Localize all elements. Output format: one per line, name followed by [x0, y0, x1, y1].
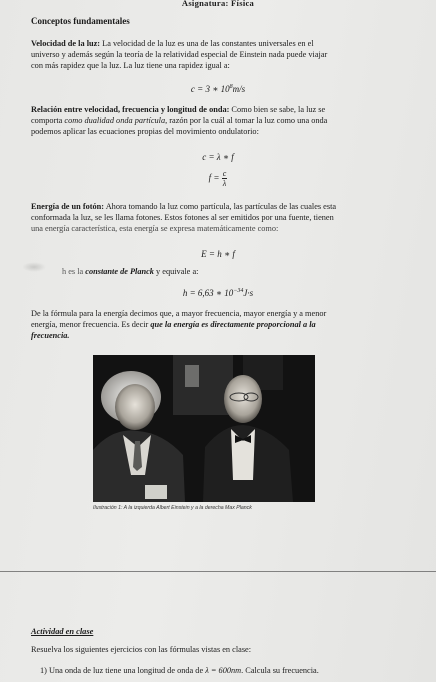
text-line: energía, menor frecuencia. Es decir	[31, 320, 151, 330]
equation-exponent: 8	[229, 84, 233, 90]
text-line: comporta	[31, 116, 65, 126]
paragraph-wave-relation	[31, 104, 407, 138]
section-title: Conceptos fundamentales	[31, 16, 130, 26]
term-speed-of-light: Velocidad de la luz:	[31, 39, 101, 48]
exercise-text: 1) Una onda de luz tiene una longitud de onda de	[40, 666, 206, 675]
equation-energy: E = h ∗ f	[201, 249, 235, 259]
emphasis-text: frecuencia.	[31, 331, 70, 341]
term-planck-constant: constante de Planck	[85, 267, 154, 276]
paper-smudge	[22, 262, 46, 272]
text-line: , razón por la cuál al tomar la luz como una onda	[165, 116, 328, 126]
fraction	[222, 169, 228, 188]
text-line: Ahora tomando la luz como partícula, las partículas de las cuales esta	[104, 202, 337, 211]
einstein-planck-photo	[93, 355, 315, 502]
text-line: universo y además según la teoría de la relatividad especial de Einstein nada puede viajar	[31, 50, 328, 60]
equation-planck-constant	[0, 288, 436, 299]
term-wave-relation: Relación entre velocidad, frecuencia y longitud de onda:	[31, 105, 230, 114]
activity-instruction: Resuelva los siguientes ejercicios con las fórmulas vistas en clase:	[31, 645, 252, 654]
paragraph-speed-of-light	[31, 38, 407, 72]
activity-title: Actividad en clase	[31, 627, 94, 636]
equation-unit: m/s	[232, 84, 246, 94]
paragraph-proportionality	[31, 308, 407, 342]
equation-speed-of-light	[0, 84, 436, 95]
text-line: Como bien se sabe, la luz se	[229, 105, 326, 114]
text-line: h es la	[62, 267, 86, 276]
equation-wave: c = λ ∗ f	[202, 152, 234, 162]
photo-illustration	[93, 355, 315, 502]
equation-unit: J·s	[243, 288, 254, 298]
text-line: La velocidad de la luz es una de las constantes universales en el	[100, 39, 314, 48]
equation-text: h = 6,63 ∗ 10	[182, 288, 234, 298]
subject-header: Asignatura: Física	[181, 0, 255, 8]
figure-caption: Ilustración 1: A la izquierda Albert Einstein y a la derecha Max Planck	[93, 505, 252, 511]
text-line: y equivale a:	[153, 267, 199, 276]
italic-text: como dualidad onda partícula	[64, 116, 166, 126]
text-line: con más rapidez que la luz. La luz tiene una rapidez igual a:	[31, 61, 230, 71]
paragraph-photon-energy	[31, 201, 407, 235]
paragraph-planck	[62, 266, 402, 277]
text-line: una energía característica, esta energía se expresa matemáticamente como:	[31, 224, 279, 234]
equation-exponent: −34	[233, 288, 244, 294]
text-line: conformada la luz, se les llama fotones. Estos fotones al ser emitidos por una fuente, tienen	[31, 213, 334, 223]
equation-text: c = 3 ∗ 10	[190, 84, 230, 94]
exercise-1	[40, 666, 319, 675]
equation-text: f =	[208, 172, 222, 183]
term-photon-energy: Energía de un fotón:	[31, 202, 105, 211]
equation-frequency	[0, 169, 436, 188]
text-line: podemos aplicar las ecuaciones propias del movimiento ondulatorio:	[31, 127, 259, 137]
fraction-numerator: c	[222, 169, 227, 178]
exercise-equation: λ = 600nm	[205, 666, 242, 675]
exercise-text: . Calcula su frecuencia.	[241, 666, 319, 675]
page-divider	[0, 571, 436, 572]
fraction-denominator: λ	[222, 179, 227, 188]
text-line: De la fórmula para la energía decimos que, a mayor frecuencia, mayor energía y a menor	[31, 309, 327, 318]
emphasis-text: que la energía es directamente proporcional a la	[150, 320, 316, 330]
